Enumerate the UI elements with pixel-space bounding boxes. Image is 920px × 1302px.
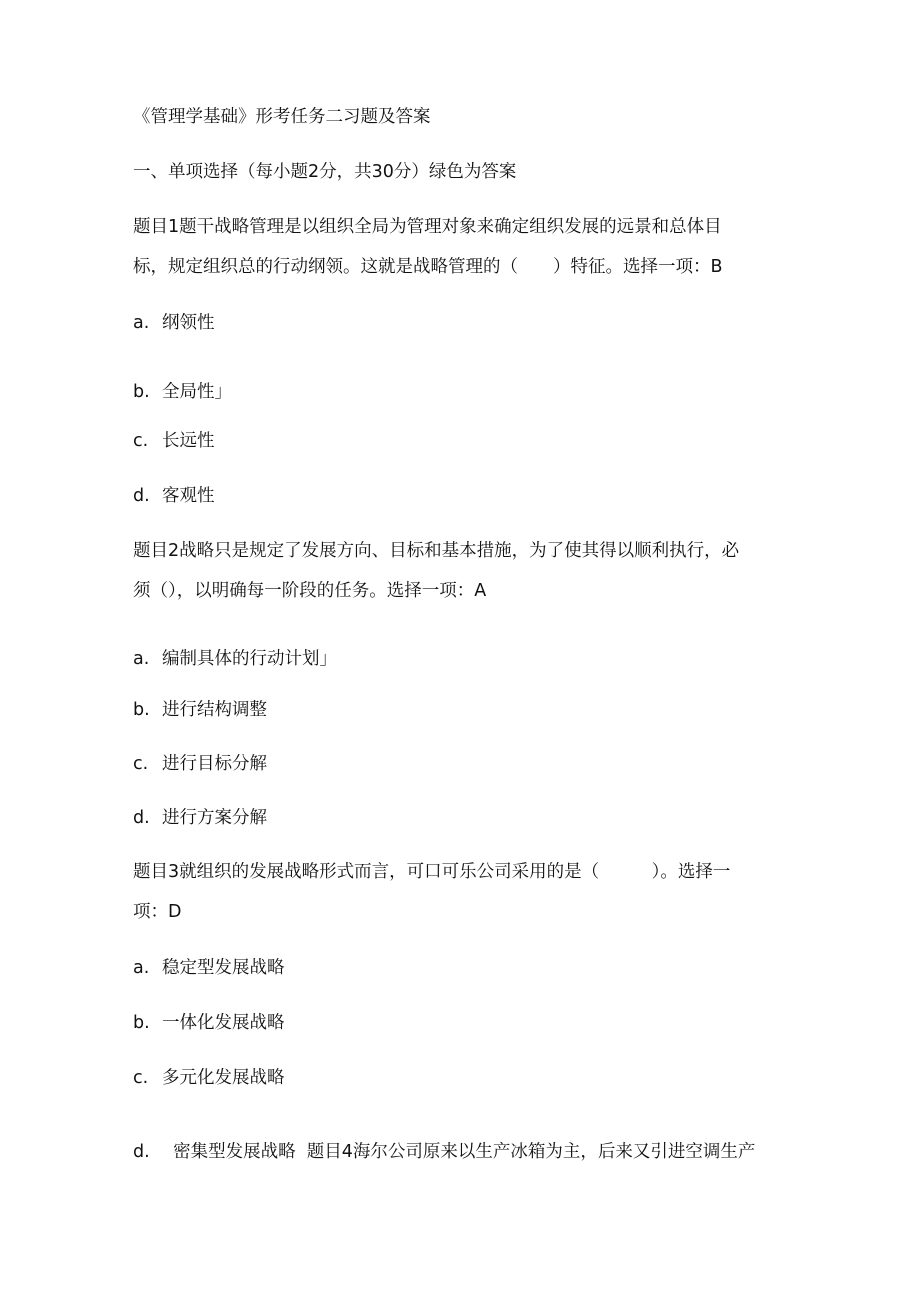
option-item [133,485,215,507]
option-item [133,430,215,452]
option-text: 进行方案分解 [162,808,267,828]
option-text: 一体化发展战略 [162,1013,285,1033]
option-text: 进行结构调整 [162,700,267,720]
option-item [133,1141,755,1163]
option-text: 纲领性 [162,313,215,333]
option-item [133,648,337,670]
option-text: 多元化发展战略 [162,1068,285,1088]
option-text: 进行目标分解 [162,754,267,774]
option-letter: b. [133,700,150,720]
option-item [133,1012,285,1034]
section-heading: 一、单项选择（每小题2分，共30分）绿色为答案 [133,162,517,182]
option-letter: d. [133,808,150,828]
option-item [133,753,267,775]
option-item [133,312,215,334]
question-3-text-line-2: 项：D [133,902,182,922]
question-1-text-line-2: 标，规定组织总的行动纲领。这就是战略管理的（ ）特征。选择一项：B [133,257,723,277]
option-item [133,699,267,721]
option-item [133,381,232,403]
option-item [133,957,285,979]
option-letter: d. [133,486,150,506]
option-text: 全局性」 [162,382,232,402]
option-letter: a. [133,649,150,669]
question-3-text-line-1: 题目3就组织的发展战略形式而言，可口可乐公司采用的是（ ）。选择一 [133,862,731,882]
option-letter: c. [133,1068,149,1088]
option-item [133,1067,285,1089]
option-letter: b. [133,382,150,402]
option-letter: c. [133,431,149,451]
question-2-text-line-2: 须（），以明确每一阶段的任务。选择一项：A [133,581,487,601]
option-text: 密集型发展战略 题目4海尔公司原来以生产冰箱为主，后来又引进空调生产 [162,1142,756,1162]
question-1-text-line-1: 题目1题干战略管理是以组织全局为管理对象来确定组织发展的远景和总体目 [133,217,722,237]
option-text: 客观性 [162,486,215,506]
option-text: 稳定型发展战略 [162,958,285,978]
option-letter: c. [133,754,149,774]
option-letter: a. [133,958,150,978]
option-letter: a. [133,313,150,333]
document-title: 《管理学基础》形考任务二习题及答案 [133,107,431,127]
option-letter: b. [133,1013,150,1033]
option-text: 编制具体的行动计划」 [162,649,337,669]
option-item [133,807,267,829]
option-text: 长远性 [162,431,215,451]
option-letter: d. [133,1142,150,1162]
question-2-text-line-1: 题目2战略只是规定了发展方向、目标和基本措施，为了使其得以顺利执行，必 [133,541,740,561]
